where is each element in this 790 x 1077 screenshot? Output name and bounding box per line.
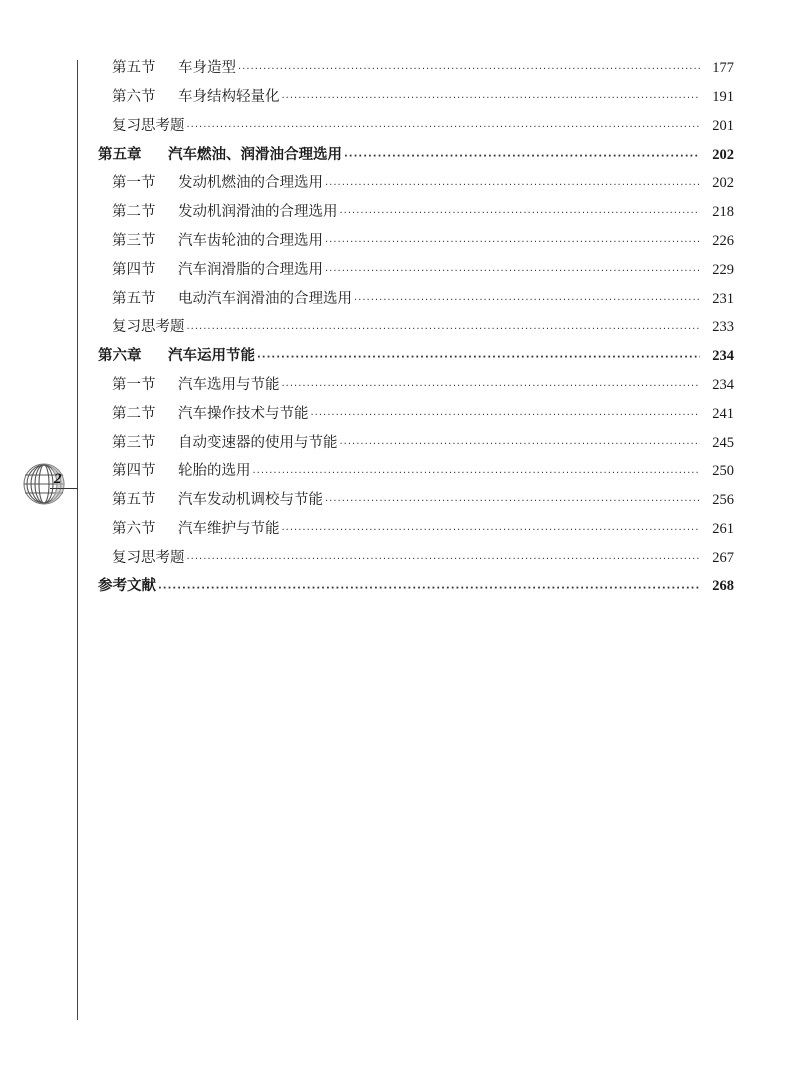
toc-entry-page: 177 bbox=[712, 60, 734, 77]
toc-section-entry[interactable] bbox=[98, 198, 734, 227]
toc-entry-number: 第三节 bbox=[112, 232, 156, 249]
dot-leader bbox=[253, 469, 701, 479]
toc-section-entry[interactable] bbox=[98, 400, 734, 429]
toc-entry-label bbox=[112, 464, 251, 479]
toc-section-entry[interactable] bbox=[98, 169, 734, 198]
toc-entry-page: 245 bbox=[712, 434, 734, 451]
page-margin-rule bbox=[77, 60, 78, 1020]
toc-entry-page: 241 bbox=[712, 405, 734, 422]
toc-entry-label bbox=[112, 320, 185, 335]
toc-entry-title: 汽车选用与节能 bbox=[178, 376, 280, 393]
toc-section-entry[interactable] bbox=[98, 284, 734, 313]
dot-leader bbox=[282, 382, 701, 392]
toc-entry-number: 第六节 bbox=[112, 520, 156, 537]
toc-entry-number: 第四节 bbox=[112, 261, 156, 278]
toc-entry-label bbox=[112, 292, 352, 307]
dot-leader bbox=[238, 65, 700, 75]
page-number-underline bbox=[50, 488, 78, 489]
toc-review-entry[interactable] bbox=[98, 112, 734, 141]
toc-entry-label bbox=[112, 436, 338, 451]
toc-entry-title: 电动汽车润滑油的合理选用 bbox=[178, 290, 352, 307]
toc-entry-page: 234 bbox=[712, 348, 734, 365]
dot-leader bbox=[325, 497, 700, 507]
dot-leader bbox=[257, 353, 700, 363]
toc-entry-number: 第五节 bbox=[112, 492, 156, 509]
toc-entry-number: 第四节 bbox=[112, 463, 156, 480]
dot-leader bbox=[340, 209, 701, 219]
toc-entry-label bbox=[112, 263, 323, 278]
toc-entry-number: 第二节 bbox=[112, 204, 156, 221]
dot-leader bbox=[340, 440, 701, 450]
dot-leader bbox=[311, 411, 701, 421]
toc-entry-number: 第六节 bbox=[112, 88, 156, 105]
toc-review-entry[interactable] bbox=[98, 544, 734, 573]
toc-entry-title: 轮胎的选用 bbox=[178, 463, 251, 480]
toc-entry-label bbox=[112, 551, 185, 566]
toc-section-entry[interactable] bbox=[98, 227, 734, 256]
toc-entry-title: 汽车润滑脂的合理选用 bbox=[178, 261, 323, 278]
toc-entry-label bbox=[112, 90, 280, 105]
toc-entry-title: 车身造型 bbox=[178, 60, 236, 77]
toc-entry-title: 车身结构轻量化 bbox=[178, 88, 280, 105]
toc-entry-page: 268 bbox=[712, 578, 734, 595]
toc-entry-title: 发动机润滑油的合理选用 bbox=[178, 204, 338, 221]
dot-leader bbox=[325, 267, 700, 277]
toc-entry-page: 202 bbox=[712, 146, 734, 163]
page-number-ornament-icon bbox=[22, 455, 80, 513]
toc-entry-title: 汽车齿轮油的合理选用 bbox=[178, 232, 323, 249]
toc-entry-title: 发动机燃油的合理选用 bbox=[178, 175, 323, 192]
toc-entry-page: 201 bbox=[712, 117, 734, 134]
toc-entry-page: 231 bbox=[712, 290, 734, 307]
dot-leader bbox=[282, 526, 701, 536]
toc-chapter-entry[interactable] bbox=[98, 572, 734, 601]
toc-entry-label bbox=[98, 145, 342, 163]
toc-entry-title: 复习思考题 bbox=[112, 117, 185, 134]
toc-entry-number: 第五节 bbox=[112, 290, 156, 307]
toc-entry-page: 250 bbox=[712, 463, 734, 480]
page-number: 2 bbox=[54, 471, 62, 487]
dot-leader bbox=[344, 152, 700, 162]
toc-entry-number: 第五节 bbox=[112, 60, 156, 77]
toc-entry-title: 汽车操作技术与节能 bbox=[178, 405, 309, 422]
toc-entry-number: 第二节 bbox=[112, 405, 156, 422]
toc-entry-page: 202 bbox=[712, 175, 734, 192]
dot-leader bbox=[354, 296, 700, 306]
toc-entry-title: 复习思考题 bbox=[112, 549, 185, 566]
toc-entry-page: 233 bbox=[712, 319, 734, 336]
toc-entry-label bbox=[112, 205, 338, 220]
toc-entry-title: 汽车维护与节能 bbox=[178, 520, 280, 537]
table-of-contents bbox=[98, 54, 734, 601]
toc-entry-title: 汽车运用节能 bbox=[168, 347, 255, 365]
toc-section-entry[interactable] bbox=[98, 54, 734, 83]
toc-chapter-entry[interactable] bbox=[98, 342, 734, 371]
toc-entry-title: 汽车发动机调校与节能 bbox=[178, 492, 323, 509]
dot-leader bbox=[325, 181, 700, 191]
toc-entry-number: 第五章 bbox=[98, 145, 142, 163]
toc-section-entry[interactable] bbox=[98, 371, 734, 400]
dot-leader bbox=[187, 123, 701, 133]
dot-leader bbox=[187, 325, 701, 335]
toc-section-entry[interactable] bbox=[98, 428, 734, 457]
toc-entry-label bbox=[112, 378, 280, 393]
toc-entry-page: 234 bbox=[712, 376, 734, 393]
toc-entry-label bbox=[112, 61, 236, 76]
toc-entry-title: 复习思考题 bbox=[112, 319, 185, 336]
toc-entry-label bbox=[98, 349, 255, 364]
dot-leader bbox=[282, 94, 701, 104]
toc-entry-page: 261 bbox=[712, 520, 734, 537]
toc-entry-page: 229 bbox=[712, 261, 734, 278]
toc-review-entry[interactable] bbox=[98, 313, 734, 342]
toc-entry-title: 汽车燃油、润滑油合理选用 bbox=[168, 145, 342, 163]
toc-entry-number: 第六章 bbox=[98, 347, 142, 365]
toc-entry-page: 226 bbox=[712, 232, 734, 249]
toc-section-entry[interactable] bbox=[98, 83, 734, 112]
toc-entry-label bbox=[112, 234, 323, 249]
dot-leader bbox=[187, 555, 701, 565]
toc-section-entry[interactable] bbox=[98, 515, 734, 544]
dot-leader bbox=[325, 238, 700, 248]
toc-entry-page: 256 bbox=[712, 492, 734, 509]
toc-entry-number: 第一节 bbox=[112, 175, 156, 192]
toc-entry-number: 第一节 bbox=[112, 376, 156, 393]
toc-entry-label bbox=[112, 493, 323, 508]
toc-section-entry[interactable] bbox=[98, 486, 734, 515]
toc-chapter-entry[interactable] bbox=[98, 140, 734, 169]
toc-entry-label bbox=[112, 407, 309, 422]
toc-entry-title: 参考文献 bbox=[98, 577, 156, 595]
toc-entry-label bbox=[112, 119, 185, 134]
toc-entry-label bbox=[112, 522, 280, 537]
toc-section-entry[interactable] bbox=[98, 256, 734, 285]
toc-entry-page: 191 bbox=[712, 88, 734, 105]
toc-entry-label bbox=[112, 176, 323, 191]
toc-section-entry[interactable] bbox=[98, 457, 734, 486]
toc-entry-number: 第三节 bbox=[112, 434, 156, 451]
toc-entry-page: 218 bbox=[712, 204, 734, 221]
toc-entry-page: 267 bbox=[712, 549, 734, 566]
toc-entry-title: 自动变速器的使用与节能 bbox=[178, 434, 338, 451]
dot-leader bbox=[158, 584, 700, 594]
toc-entry-label bbox=[98, 579, 156, 594]
